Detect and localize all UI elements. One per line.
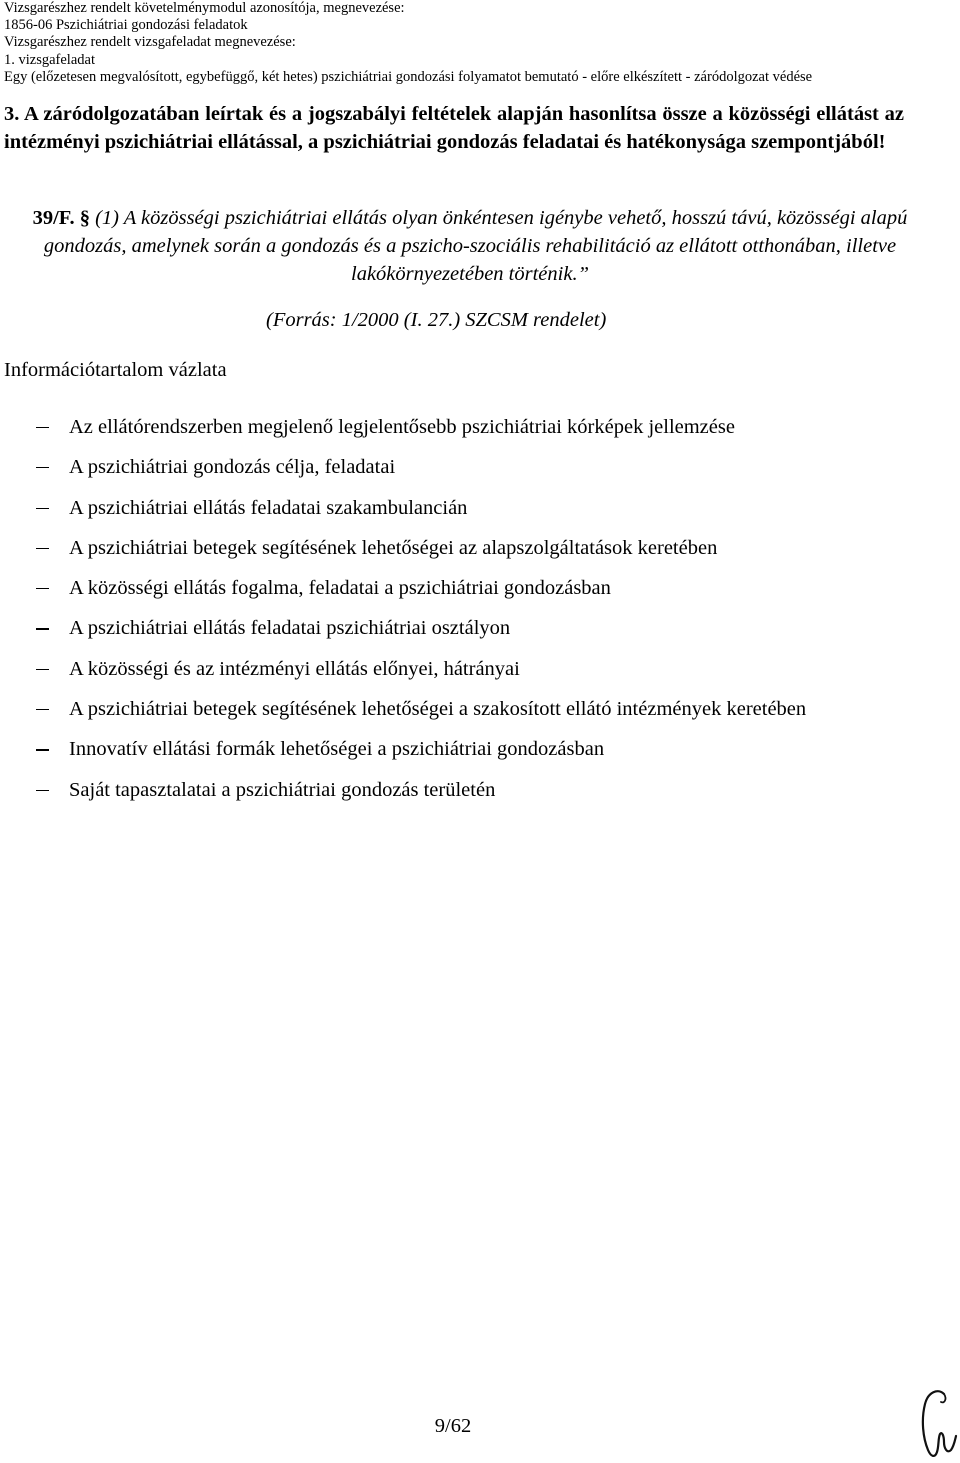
list-item: [0, 775, 940, 815]
law-source: (Forrás: 1/2000 (I. 27.) SZCSM rendelet): [266, 309, 607, 331]
dash-bullet-icon: [36, 709, 49, 710]
list-item: [0, 613, 940, 653]
question-text: 3. A záródolgozatában leírtak és a jogszabályi feltételek alapján hasonlítsa össze a közösségi ellátást az intézményi pszichiátriai ellátással, a pszichiátriai gondozás feladatai és hatékonysága szempontjából!: [4, 103, 904, 153]
header-line-module-name: 1856-06 Pszichiátriai gondozási feladatok: [4, 17, 248, 34]
list-item-text: A pszichiátriai betegek segítésének lehetőségei a szakosított ellátó intézmények keretében: [69, 698, 807, 721]
list-item: [0, 734, 940, 774]
header-line-task-name: Egy (előzetesen megvalósított, egybefüggő, két hetes) pszichiátriai gondozási folyamatot bemutató - előre elkészített - záródolgozat védése: [4, 68, 813, 85]
outline-title: Információtartalom vázlata: [4, 359, 227, 381]
list-item-text: A közösségi és az intézményi ellátás előnyei, hátrányai: [69, 657, 520, 680]
dash-bullet-icon: [36, 790, 49, 791]
list-item: [0, 412, 940, 452]
list-item: [0, 573, 940, 613]
list-item-text: Saját tapasztalatai a pszichiátriai gondozás területén: [69, 778, 496, 801]
list-item: [0, 654, 940, 694]
list-item-text: A pszichiátriai ellátás feladatai szakambulancián: [69, 496, 468, 519]
header-line-task-label: Vizsgarészhez rendelt vizsgafeladat megnevezése:: [4, 34, 296, 51]
page-number: 9/62: [434, 1415, 472, 1437]
list-item: [0, 694, 940, 734]
dash-bullet-icon: [36, 669, 49, 670]
document-header: [4, 0, 954, 86]
handwritten-signature-icon: [914, 1384, 958, 1462]
list-item-text: A pszichiátriai ellátás feladatai pszichiátriai osztályon: [69, 617, 511, 640]
dash-bullet-icon: [36, 749, 49, 750]
dash-bullet-icon: [36, 588, 49, 589]
outline-list: [0, 412, 940, 815]
header-line-module-label: Vizsgarészhez rendelt követelménymodul azonosítója, megnevezése:: [4, 0, 405, 16]
list-item: [0, 493, 940, 533]
list-item-text: Innovatív ellátási formák lehetőségei a pszichiátriai gondozásban: [69, 738, 605, 761]
law-quote: [30, 204, 910, 288]
dash-bullet-icon: [36, 427, 49, 428]
dash-bullet-icon: [36, 548, 49, 549]
law-reference: 39/F. §: [32, 207, 90, 229]
list-item-text: A pszichiátriai gondozás célja, feladatai: [69, 456, 396, 479]
dash-bullet-icon: [36, 467, 49, 468]
dash-bullet-icon: [36, 628, 49, 629]
header-line-task-number: 1. vizsgafeladat: [4, 51, 95, 68]
list-item-text: A közösségi ellátás fogalma, feladatai a pszichiátriai gondozásban: [69, 577, 611, 600]
list-item: [0, 452, 940, 492]
law-text: (1) A közösségi pszichiátriai ellátás olyan önkéntesen igénybe vehető, hosszú távú, közösségi alapú gondozás, amelynek során a gondozás és a pszicho-szociális rehabilitáció az ellátott otthonában, illetve lakókörnyezetében történik.”: [43, 207, 908, 285]
list-item-text: Az ellátórendszerben megjelenő legjelentősebb pszichiátriai kórképek jellemzése: [69, 416, 735, 438]
list-item: [0, 533, 940, 573]
list-item-text: A pszichiátriai betegek segítésének lehetőségei az alapszolgáltatások keretében: [69, 536, 718, 559]
dash-bullet-icon: [36, 508, 49, 509]
